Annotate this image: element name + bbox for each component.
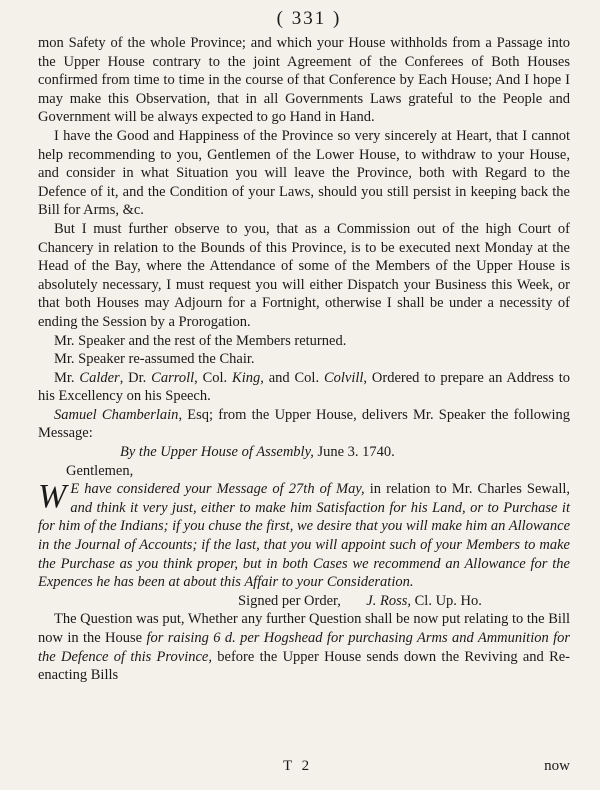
paragraph-chamberlain (38, 406, 570, 443)
paragraph-address-order (38, 369, 570, 406)
question-part-2: for raising 6 d. per Hogshead for purchasing Arms and Ammunition for the Defence of this Province, (38, 630, 571, 665)
signed-line (38, 592, 570, 611)
drop-cap: W (38, 478, 67, 516)
question-part-1: The Question was put, Whether any further Question shall be now put relating to the Bill now in the House (38, 611, 570, 646)
question-part-3: before the Upper House sends down the Reviving and Re-enacting Bills (38, 648, 570, 684)
dateline-prefix: By the Upper House of Assembly, (120, 444, 314, 461)
salutation: Gentlemen, (66, 462, 134, 479)
member-name-carroll: Carroll (151, 369, 195, 386)
signed-name: J. Ross, (366, 592, 411, 609)
order-sep-2: , Col. (194, 369, 228, 386)
dateline (38, 443, 570, 462)
message-part-3: Mr. Charles Sewall, (451, 481, 571, 498)
message-part-2: in relation to (369, 481, 447, 498)
signature-mark: T 2 (283, 758, 313, 774)
order-sep-1: , Dr. (119, 369, 147, 386)
order-text: , Ordered to prepare an Address to his Excellency on his Speech. (38, 369, 571, 405)
paragraph-commission: But I must further observe to you, that as a Commission out of the high Court of Chancery in relation to the Bounds of this Province, is to be executed next Monday at the Head of the Bay, where the Attendance of some of the Members of the Upper House is absolutely necessary, I must request you will either Dispatch your Business this Week, or that both Houses may Adjourn for a Fortnight, otherwise I shall be under a necessity of ending the Session by a Prorogation. (38, 220, 570, 330)
paragraph-continuation: mon Safety of the whole Province; and which your House withholds from a Passage into the Upper House contrary to the joint Agreement of the Conferees of Both Houses confirmed from time to time in the course of that Conference by Each House; And I hope I may make this Observation, that in all Governments Laws grateful to the People and Government will be always expected to go Hand in Hand. (38, 35, 570, 126)
member-name-calder: Calder (79, 369, 120, 386)
messenger-name: Samuel Chamberlain (54, 406, 179, 423)
order-prefix: Mr. (54, 369, 75, 386)
signed-label: Signed per Order, (238, 592, 341, 609)
catchword: now (544, 758, 570, 774)
dateline-date: June 3. 1740. (317, 444, 395, 461)
messenger-text: , Esq; from the Upper House, delivers Mr. Speaker the following Message: (38, 406, 571, 442)
upper-house-message (38, 480, 570, 592)
order-sep-3: , and Col. (260, 369, 320, 386)
member-name-king: King (232, 369, 261, 386)
paragraph-governor-appeal: I have the Good and Happiness of the Province so very sincerely at Heart, that I cannot help recommending to you, Gentlemen of the Lower House, to withdraw to your House, and consider in what Situation you will leave the Province, both with Regard to the Defence of it, and the Condition of your Laws, should you still persist in keeping back the Bill for Arms, &c. (38, 127, 570, 219)
signed-title: Cl. Up. Ho. (414, 592, 482, 609)
paragraph-speaker-chair: Mr. Speaker re-assumed the Chair. (54, 351, 255, 368)
paragraph-question (38, 610, 570, 684)
paragraph-members-returned: Mr. Speaker and the rest of the Members returned. (54, 332, 347, 349)
page-footer (38, 758, 570, 778)
page-number: ( 331 ) (276, 8, 342, 29)
member-name-colvill: Colvill (323, 369, 364, 386)
message-part-4: and think it very just, either to make him Satisfaction for his Land, or to Purchase it for him of the Indians; if you chuse the first, we desire that you will make him an Allowance in the Journal of Accounts; if the last, that you will appoint such of your Members to make the Purchase as you think proper, but in both Cases we recommend an Allowance for the Expences he has been at about this Affair to your Consideration. (38, 499, 571, 591)
message-part-1: E have considered your Message of 27th of May, (70, 481, 365, 498)
